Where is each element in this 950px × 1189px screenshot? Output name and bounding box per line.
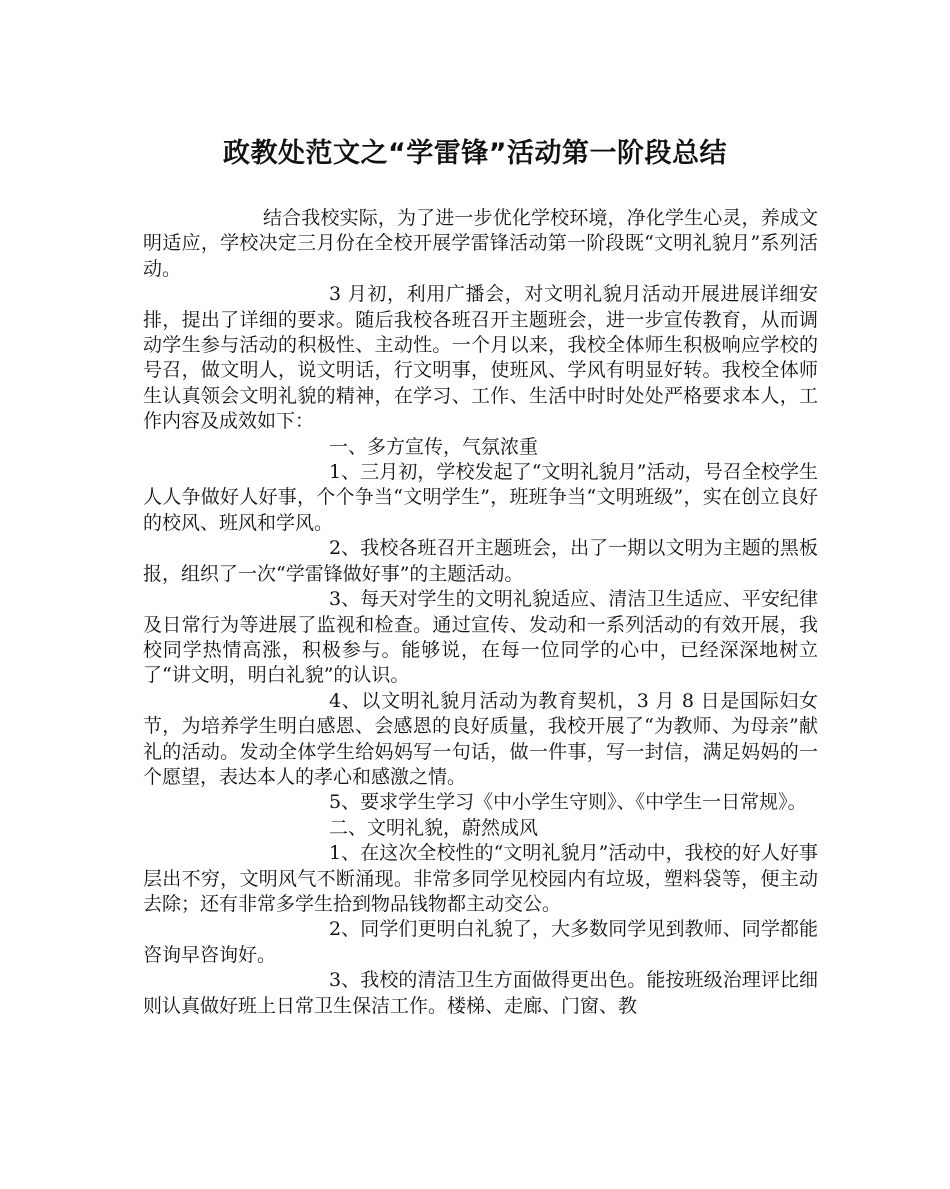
paragraph-2-1: 1、在这次全校性的“文明礼貌月”活动中，我校的好人好事层出不穷，文明风气不断涌现。非常多同学见校园内有垃圾，塑料袋等，便主动去除；还有非常多学生拾到物品钱物都主动交公。 [143, 842, 818, 915]
paragraph-1-5: 5、要求学生学习《中小学生守则》、《中学生一日常规》。 [329, 791, 807, 814]
paragraph-1-2: 2、我校各班召开主题班会，出了一期以文明为主题的黑板报，组织了一次“学雷锋做好事”的主题活动。 [143, 537, 818, 585]
document-title: 政教处范文之“学雷锋”活动第一阶段总结 [223, 138, 727, 169]
document-body [143, 206, 818, 1019]
paragraph-2-2: 2、同学们更明白礼貌了，大多数同学见到教师、同学都能咨询早咨询好。 [143, 918, 818, 966]
paragraph-overview: 3 月初，利用广播会，对文明礼貌月活动开展进展详细安排，提出了详细的要求。随后我校各班召开主题班会，进一步宣传教育，从而调动学生参与活动的积极性、主动性。一个月以来，我校全体师生积极响应学校的号召，做文明人，说文明话，行文明事，使班风、学风有明显好转。我校全体师生认真领会文明礼貌的精神，在学习、工作、生活中时时处处严格要求本人，工作内容及成效如下： [143, 283, 818, 433]
paragraph-2-3: 3、我校的清洁卫生方面做得更出色。能按班级治理评比细则认真做好班上日常卫生保洁工作。楼梯、走廊、门窗、教 [143, 969, 818, 1017]
paragraph-1-3: 3、每天对学生的文明礼貌适应、清洁卫生适应、平安纪律及日常行为等进展了监视和检查。通过宣传、发动和一系列活动的有效开展，我校同学热情高涨，积极参与。能够说，在每一位同学的心中，已经深深地树立了“讲文明，明白礼貌”的认识。 [143, 588, 818, 687]
section-heading-2: 二、文明礼貌，蔚然成风 [329, 816, 539, 839]
section-heading-1: 一、多方宣传，气氛浓重 [329, 435, 539, 458]
paragraph-intro: 结合我校实际，为了进一步优化学校环境，净化学生心灵，养成文明适应，学校决定三月份在全校开展学雷锋活动第一阶段既“文明礼貌月”系列活动。 [143, 207, 818, 280]
paragraph-1-4: 4、以文明礼貌月活动为教育契机，3 月 8 日是国际妇女节，为培养学生明白感恩、会感恩的良好质量，我校开展了“为教师、为母亲”献礼的活动。发动全体学生给妈妈写一句话，做一件事，写一封信，满足妈妈的一个愿望，表达本人的孝心和感激之情。 [143, 689, 818, 788]
paragraph-1-1: 1、三月初，学校发起了“文明礼貌月”活动，号召全校学生人人争做好人好事，个个争当“文明学生”，班班争当“文明班级”，实在创立良好的校风、班风和学风。 [143, 461, 818, 534]
